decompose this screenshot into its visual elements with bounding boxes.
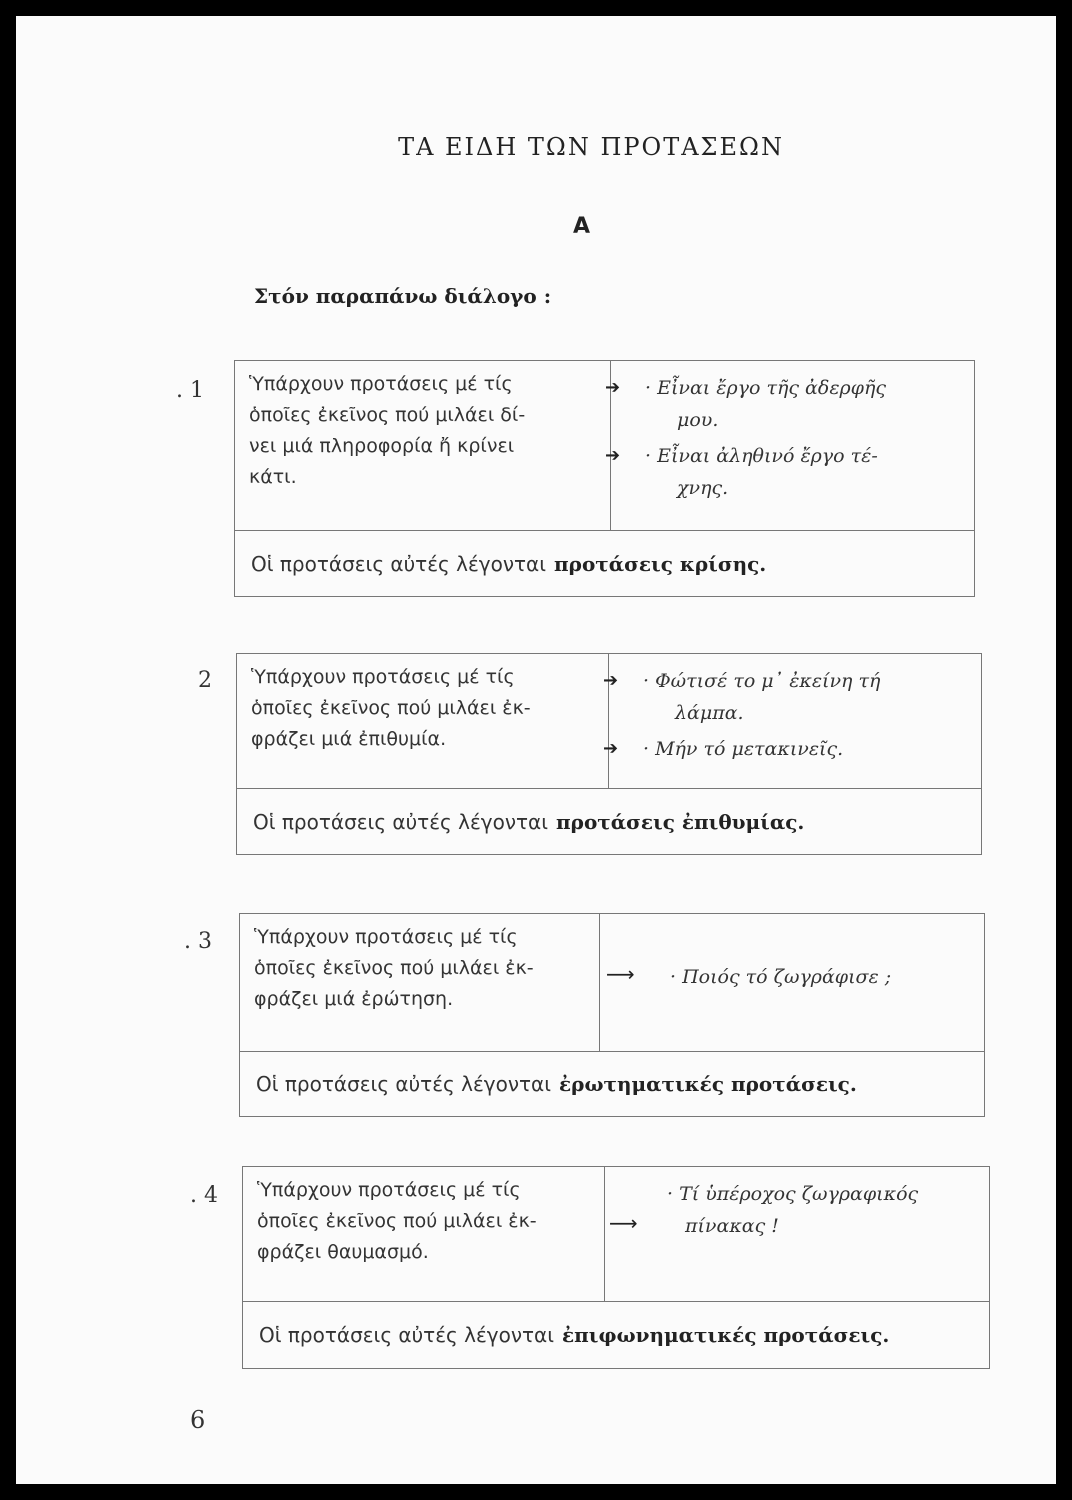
definition-cell <box>237 654 609 788</box>
sentence-type-block <box>239 913 985 1117</box>
page-number: 6 <box>190 1406 206 1434</box>
definition-cell <box>235 361 611 530</box>
block-number: . 4 <box>190 1183 218 1208</box>
conclusion-row <box>243 1302 989 1368</box>
block-top-row <box>235 361 974 531</box>
example-line: · Ποιός τό ζωγράφισε ; <box>670 966 892 988</box>
definition-line: ὁποῖες ἐκεῖνος πού μιλάει ἐκ- <box>254 957 534 979</box>
conclusion-text: Οἱ προτάσεις αὐτές λέγονται <box>256 1072 551 1096</box>
examples-cell <box>600 914 984 1051</box>
example-line: · Μήν τό μετακινεῖς. <box>643 738 844 760</box>
block-number: . 3 <box>184 929 212 954</box>
sentence-type-block <box>234 360 975 597</box>
section-letter: Α <box>573 214 591 239</box>
block-number: 2 <box>198 668 212 693</box>
conclusion-term: ἐπιφωνηματικές προτάσεις. <box>562 1323 890 1347</box>
examples-cell <box>603 654 981 788</box>
block-top-row <box>237 654 981 789</box>
conclusion-text: Οἱ προτάσεις αὐτές λέγονται <box>251 551 546 576</box>
definition-line: κάτι. <box>249 466 297 488</box>
conclusion-row <box>235 531 974 596</box>
definition-cell <box>243 1167 605 1301</box>
definition-line: Ὑπάρχουν προτάσεις μέ τίς <box>257 1179 521 1201</box>
definition-line: Ὑπάρχουν προτάσεις μέ τίς <box>254 926 518 948</box>
conclusion-row <box>240 1052 984 1116</box>
example-line: · Τί ὑπέροχος ζωγραφικός <box>667 1183 919 1205</box>
definition-line: ὁποῖες ἐκεῖνος πού μιλάει ἐκ- <box>251 697 531 719</box>
example-line: χνης. <box>677 477 729 499</box>
definition-line: Ὑπάρχουν προτάσεις μέ τίς <box>251 666 515 688</box>
definition-line: ὁποῖες ἐκεῖνος πού μιλάει ἐκ- <box>257 1210 537 1232</box>
example-line: λάμπα. <box>675 702 744 724</box>
conclusion-text: Οἱ προτάσεις αὐτές λέγονται <box>259 1323 554 1347</box>
block-top-row <box>243 1167 989 1302</box>
definition-line: φράζει θαυμασμό. <box>257 1241 429 1263</box>
definition-line: Ὑπάρχουν προτάσεις μέ τίς <box>249 373 513 395</box>
definition-cell <box>240 914 600 1051</box>
definition-line: φράζει μιά ἐρώτηση. <box>254 988 454 1010</box>
arrow-icon: ➔ <box>603 670 619 691</box>
definition-line: νει μιά πληροφορία ἤ κρίνει <box>249 435 515 457</box>
arrow-icon: ⟶ <box>609 1211 638 1235</box>
conclusion-term: προτάσεις κρίσης. <box>554 551 767 576</box>
example-line: · Εἶναι ἔργο τῆς ἀδερφῆς <box>645 377 887 399</box>
sentence-type-block <box>236 653 982 855</box>
conclusion-term: προτάσεις ἐπιθυμίας. <box>556 809 805 834</box>
example-line: · Εἶναι ἀληθινό ἔργο τέ- <box>645 445 878 467</box>
example-line: · Φώτισέ το μ᾽ ἐκείνη τή <box>643 670 881 692</box>
example-line: μου. <box>677 409 719 431</box>
example-line: πίνακας ! <box>685 1215 779 1237</box>
definition-line: ὁποῖες ἐκεῖνος πού μιλάει δί- <box>249 404 526 426</box>
block-number: . 1 <box>176 378 204 403</box>
arrow-icon: ➔ <box>605 377 621 398</box>
arrow-icon: ➔ <box>603 738 619 759</box>
intro-text: Στόν παραπάνω διάλογο : <box>254 284 552 308</box>
conclusion-term: ἐρωτηματικές προτάσεις. <box>559 1072 857 1096</box>
arrow-icon: ⟶ <box>606 962 635 986</box>
arrow-icon: ➔ <box>605 445 621 466</box>
examples-cell <box>605 1167 989 1301</box>
block-top-row <box>240 914 984 1052</box>
conclusion-row <box>237 789 981 854</box>
document-page <box>16 16 1056 1484</box>
examples-cell <box>605 361 974 530</box>
definition-line: φράζει μιά ἐπιθυμία. <box>251 728 447 750</box>
page-title: ΤΑ ΕΙΔΗ ΤΩΝ ΠΡΟΤΑΣΕΩΝ <box>398 133 784 161</box>
sentence-type-block <box>242 1166 990 1369</box>
conclusion-text: Οἱ προτάσεις αὐτές λέγονται <box>253 809 548 834</box>
